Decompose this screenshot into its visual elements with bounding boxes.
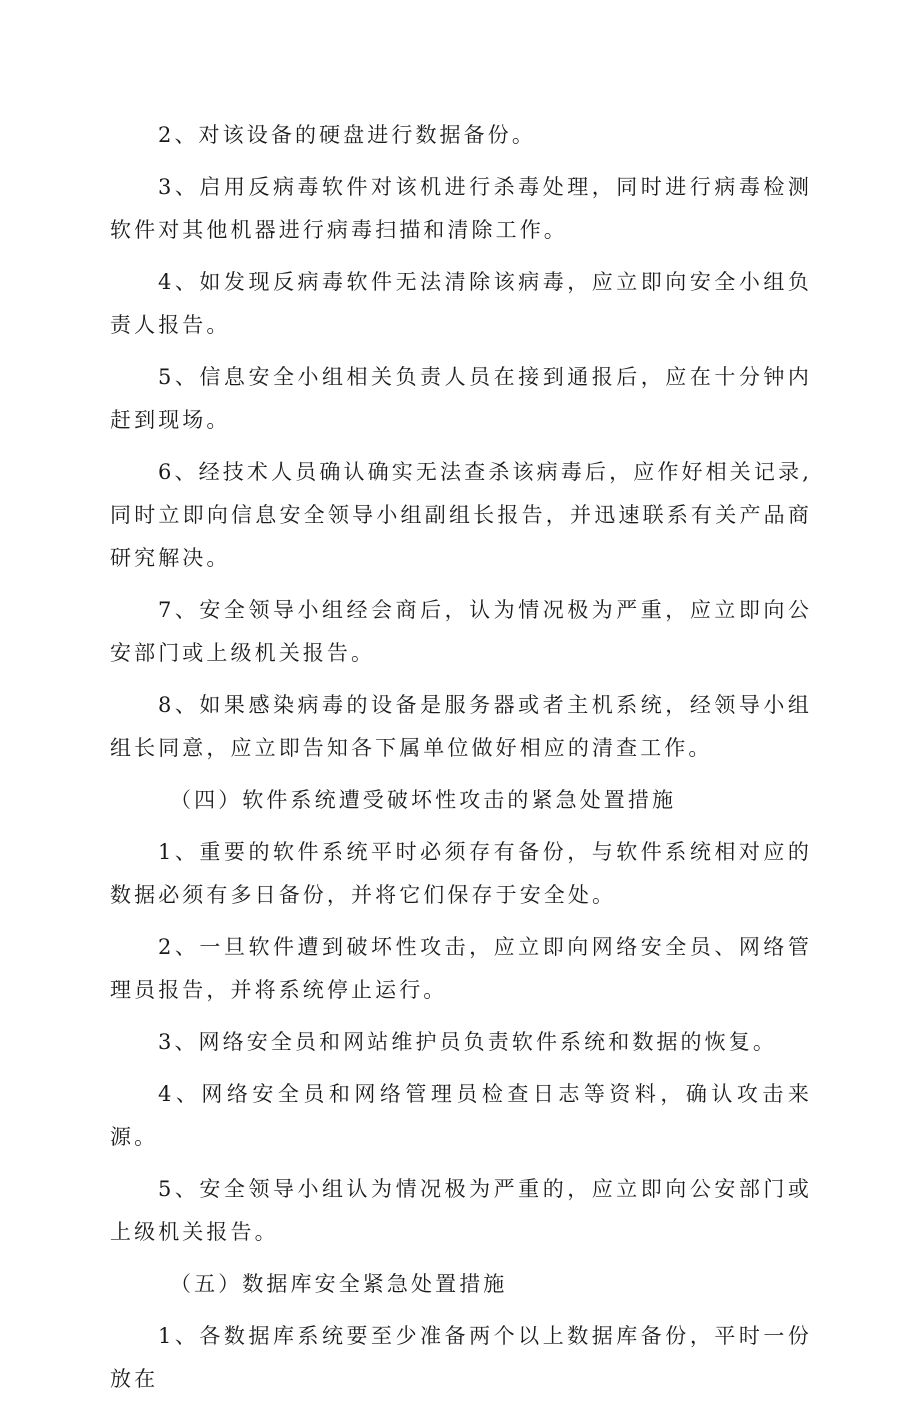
paragraph-item-4-report: 4、如发现反病毒软件无法清除该病毒，应立即向安全小组负责人报告。 — [110, 270, 812, 337]
document-page — [110, 114, 812, 1410]
paragraph-item-2-backup: 2、对该设备的硬盘进行数据备份。 — [158, 123, 536, 147]
paragraph-item-1-software-backup: 1、重要的软件系统平时必须存有备份，与软件系统相对应的数据必须有多日备份，并将它们保存于安全处。 — [110, 840, 812, 907]
paragraph-item-4-logs: 4、网络安全员和网络管理员检查日志等资料，确认攻击来源。 — [110, 1082, 812, 1149]
section-heading-software-attack: （四）软件系统遭受破坏性攻击的紧急处置措施 — [170, 788, 677, 812]
paragraph-item-3-antivirus: 3、启用反病毒软件对该机进行杀毒处理，同时进行病毒检测软件对其他机器进行病毒扫描和清除工作。 — [110, 175, 812, 242]
paragraph-item-5-severe: 5、安全领导小组认为情况极为严重的，应立即向公安部门或上级机关报告。 — [110, 1177, 812, 1244]
paragraph-item-8-server: 8、如果感染病毒的设备是服务器或者主机系统，经领导小组组长同意，应立即告知各下属单位做好相应的清查工作。 — [110, 693, 812, 760]
paragraph-item-1-database-backup: 1、各数据库系统要至少准备两个以上数据库备份，平时一份放在 — [110, 1324, 812, 1391]
paragraph-item-5-onsite: 5、信息安全小组相关负责人员在接到通报后，应在十分钟内赶到现场。 — [110, 365, 812, 432]
paragraph-item-7-police: 7、安全领导小组经会商后，认为情况极为严重，应立即向公安部门或上级机关报告。 — [110, 598, 812, 665]
paragraph-item-6-record: 6、经技术人员确认确实无法查杀该病毒后，应作好相关记录,同时立即向信息安全领导小组副组长报告，并迅速联系有关产品商研究解决。 — [110, 460, 812, 570]
paragraph-item-3-restore: 3、网络安全员和网站维护员负责软件系统和数据的恢复。 — [158, 1030, 777, 1054]
section-heading-database: （五）数据库安全紧急处置措施 — [170, 1272, 508, 1296]
paragraph-item-2-attack-report: 2、一旦软件遭到破坏性攻击，应立即向网络安全员、网络管理员报告，并将系统停止运行。 — [110, 935, 812, 1002]
